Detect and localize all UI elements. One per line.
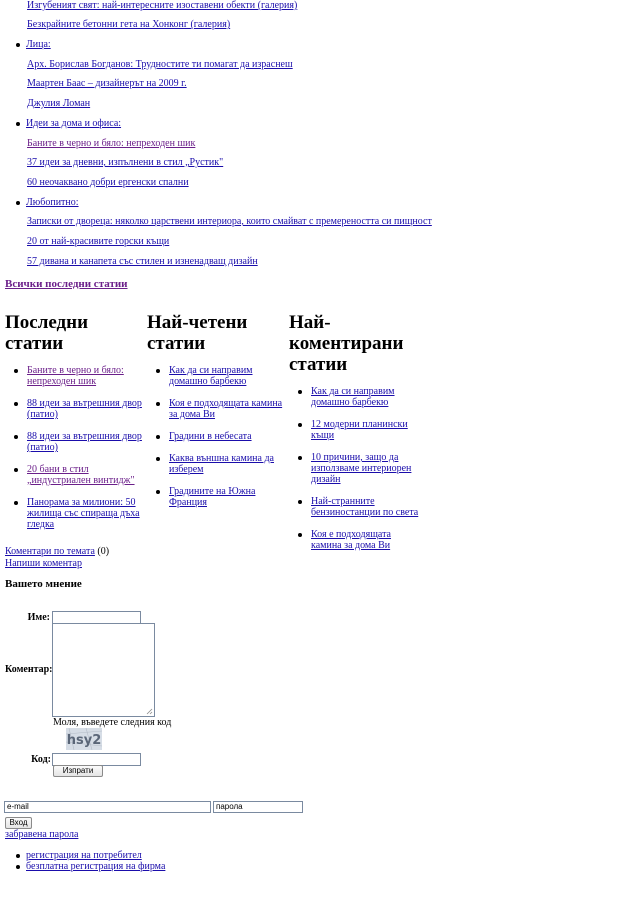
article-link[interactable]: 10 причини, защо да използваме интериорен дизайн (311, 452, 412, 485)
list-item (16, 850, 165, 861)
email-input[interactable]: e-mail (4, 801, 211, 813)
register-user-link[interactable]: регистрация на потребител (26, 850, 142, 861)
related-link[interactable]: 60 неочаквано добри ергенски спални (27, 177, 189, 188)
list-item (289, 529, 424, 551)
related-link[interactable]: Баните в черно и бяло: непреходен шик (27, 138, 196, 149)
list-item (147, 431, 287, 442)
bullet-icon (16, 43, 20, 47)
list-item (289, 419, 424, 441)
related-link[interactable]: 57 дивана и канапета със стилен и изненадващ дизайн (27, 256, 258, 267)
article-link[interactable]: Как да си направим домашно барбекю (169, 365, 253, 387)
article-link[interactable]: 88 идеи за вътрешния двор (патио) (27, 398, 142, 420)
list-item (289, 386, 424, 408)
article-link[interactable]: Панорама за милиони: 50 жилища със спираща дъха гледка (27, 497, 140, 530)
submit-button[interactable]: Изпрати (53, 765, 103, 777)
list-item (147, 453, 287, 475)
bullet-icon (16, 865, 20, 869)
related-link[interactable]: 37 идеи за дневни, изпълнени в стил „Рустик" (27, 157, 224, 168)
comment-textarea[interactable] (52, 623, 155, 717)
registration-links (16, 850, 165, 872)
category-item (16, 197, 79, 208)
login-button[interactable]: Вход (5, 817, 32, 829)
article-link[interactable]: Баните в черно и бяло: непреходен шик (27, 365, 124, 387)
list-item (5, 497, 145, 530)
related-link[interactable]: 20 от най-красивите горски къщи (27, 236, 170, 247)
resize-handle-icon[interactable] (146, 708, 153, 715)
article-link[interactable]: Коя е подходящата камина за дома Ви (311, 529, 391, 551)
article-link[interactable]: 20 бани в стил „индустриален винтидж" (27, 464, 135, 486)
category-item (16, 39, 51, 50)
related-link[interactable]: Маартен Баас – дизайнерът на 2009 г. (27, 78, 187, 89)
article-link[interactable]: Градини в небесата (169, 431, 252, 442)
comment-label: Коментар: (5, 664, 53, 675)
column-title: Последни статии (5, 312, 89, 354)
related-link[interactable]: Джулия Ломан (27, 98, 91, 109)
article-link[interactable]: Най-странните бензиностанции по света (311, 496, 419, 518)
bullet-icon (16, 854, 20, 858)
captcha-note: Моля, въведете следния код (53, 717, 172, 728)
list-item (147, 398, 287, 420)
article-link[interactable]: 88 идеи за вътрешния двор (патио) (27, 431, 142, 453)
comments-count: (0) (97, 546, 110, 557)
bullet-icon (16, 122, 20, 126)
opinion-heading: Вашето мнение (5, 578, 82, 590)
comments-row (5, 546, 109, 557)
article-link[interactable]: Градините на Южна Франция (169, 486, 256, 508)
related-link[interactable]: Безкрайните бетонни гета на Хонконг (галерия) (27, 19, 231, 30)
captcha-text: hsy2 (66, 733, 102, 748)
most-read-column (147, 312, 287, 508)
list-item (5, 365, 145, 387)
most-commented-column (289, 312, 424, 551)
list-item (5, 398, 145, 420)
related-link[interactable]: Изгубеният свят: най-интересните изоставени обекти (галерия) (27, 0, 298, 11)
column-title: Най-четени статии (147, 312, 248, 354)
category-link[interactable]: Лица: (26, 39, 51, 50)
article-link[interactable]: 12 модерни планински къщи (311, 419, 408, 441)
related-link[interactable]: Записки от двореца: няколко царствени интериора, които смайват с премереността си пищност (27, 216, 432, 227)
article-link[interactable]: Коя е подходящата камина за дома Ви (169, 398, 283, 420)
category-link[interactable]: Идеи за дома и офиса: (26, 118, 122, 129)
related-link[interactable]: Арх. Борислав Богданов: Трудностите ти помагат да израснеш (27, 59, 293, 70)
list-item (147, 486, 287, 508)
list-item (5, 431, 145, 453)
comments-link[interactable]: Коментари по темата (5, 546, 95, 557)
list-item (289, 496, 424, 518)
register-company-link[interactable]: безплатна регистрация на фирма (26, 861, 166, 872)
category-link[interactable]: Любопитно: (26, 197, 79, 208)
code-label: Код: (31, 754, 51, 765)
article-link[interactable]: Каква външна камина да изберем (169, 453, 274, 475)
category-item (16, 118, 121, 129)
article-link[interactable]: Как да си направим домашно барбекю (311, 386, 395, 408)
all-articles-link[interactable]: Всички последни статии (5, 278, 128, 290)
name-label: Име: (27, 612, 50, 623)
list-item (16, 861, 165, 872)
password-input[interactable]: парола (213, 801, 303, 813)
latest-articles-column (5, 312, 145, 530)
forgot-password-link[interactable]: забравена парола (5, 829, 79, 840)
list-item (147, 365, 287, 387)
write-comment-link[interactable]: Напиши коментар (5, 558, 82, 569)
column-title: Най-коментирани статии (289, 312, 404, 375)
bullet-icon (16, 201, 20, 205)
list-item (5, 464, 145, 486)
captcha-image (66, 728, 102, 750)
list-item (289, 452, 424, 485)
